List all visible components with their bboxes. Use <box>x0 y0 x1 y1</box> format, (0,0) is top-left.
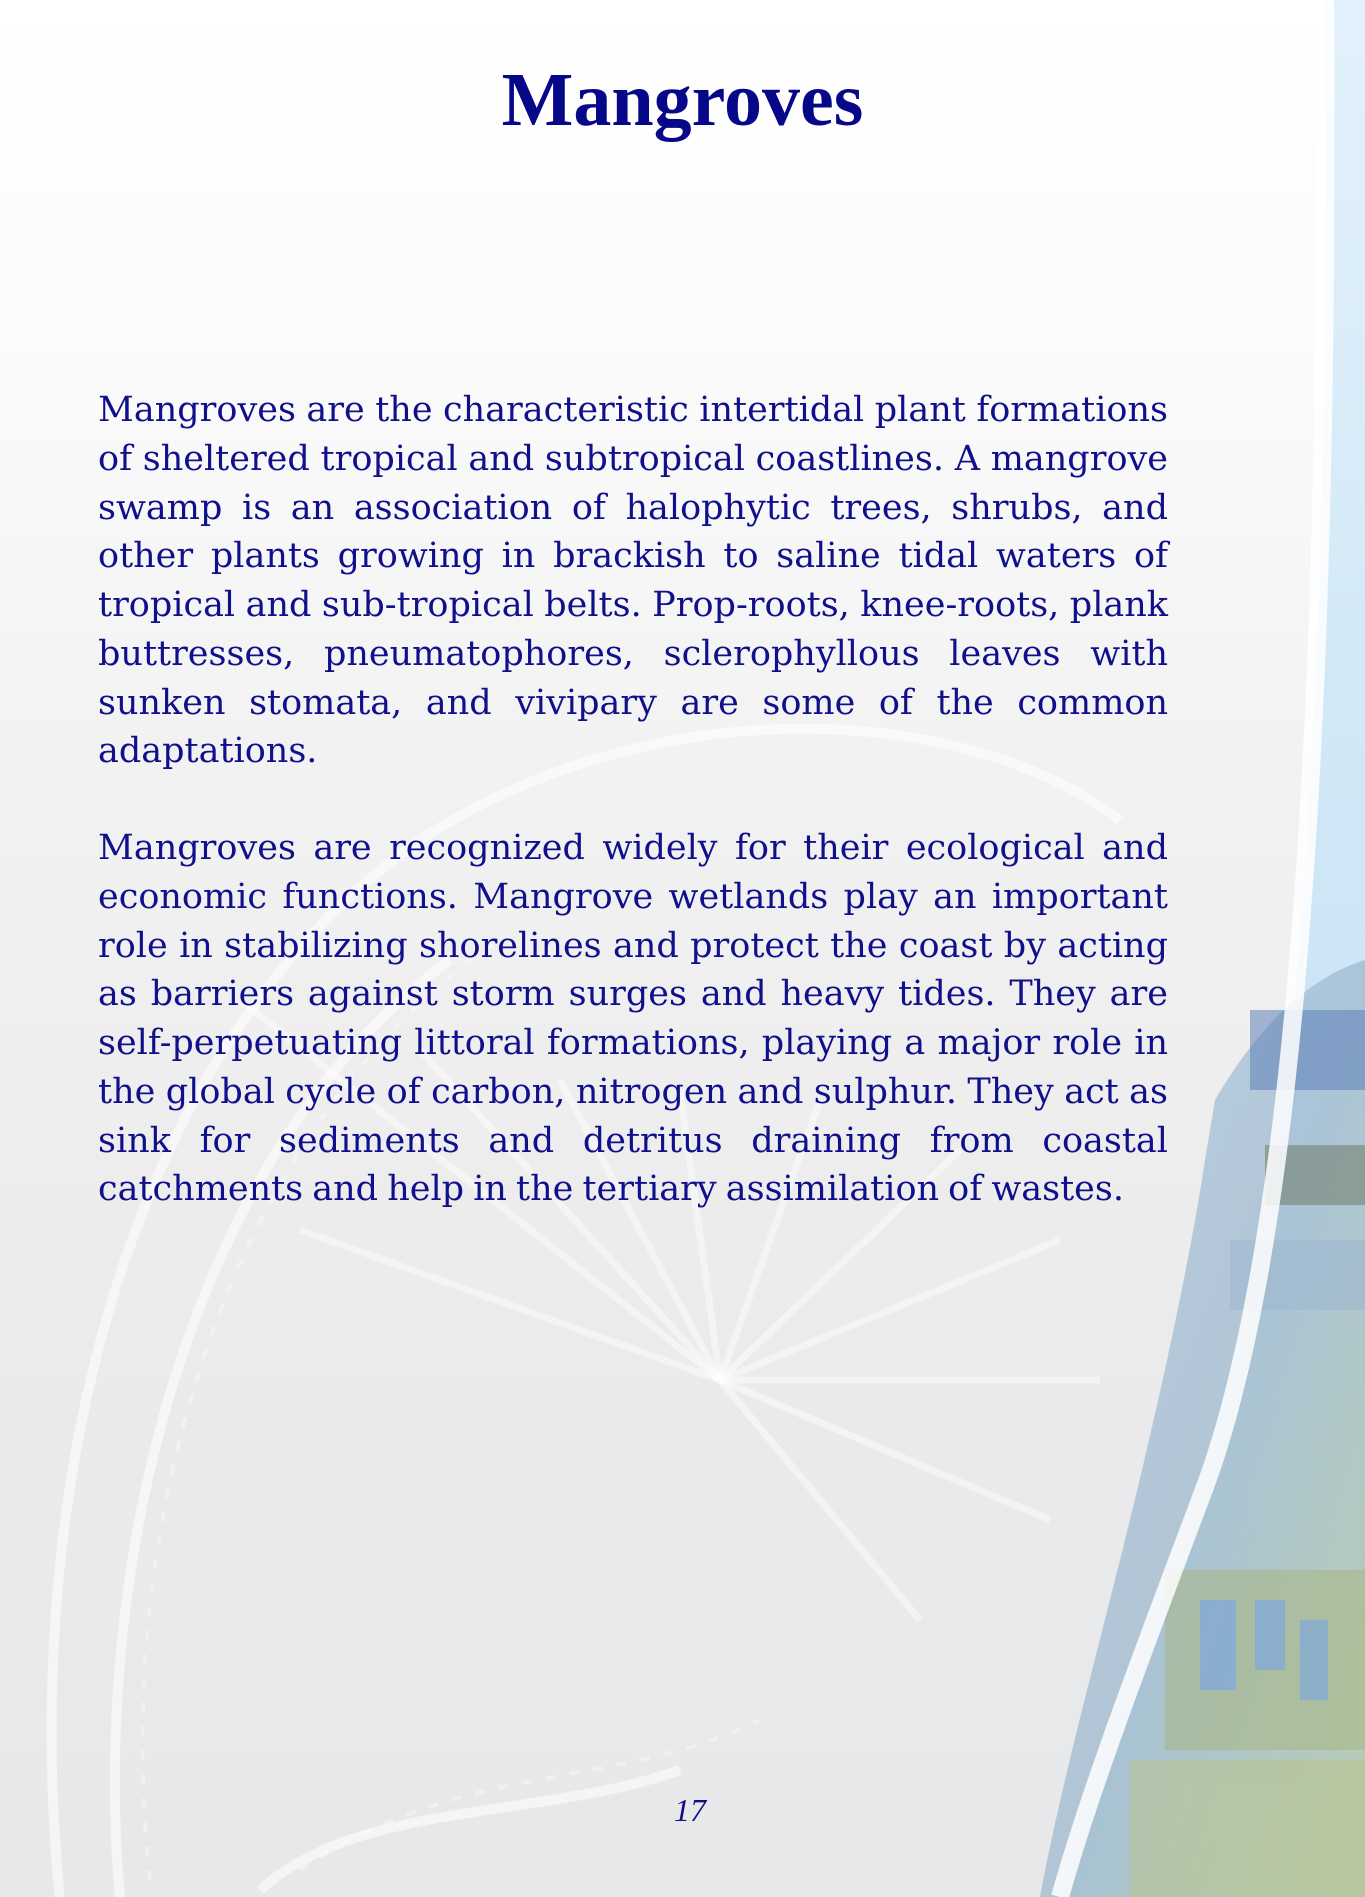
page-title: Mangroves <box>501 58 864 142</box>
paragraph-1: Mangroves are the characteristic intertidal plant formations of sheltered tropical and subtropical coastlines. A mangrove swamp is an association of halophytic trees, shrubs, and other plants growing in brackish to saline tidal waters of tropical and sub-tropical belts. Prop-roots, knee-roots, plank buttresses, pneumatophores, sclerophyllous leaves with sunken stomata, and vivipary are some of the common adaptations. <box>98 390 1168 772</box>
page-number: 17 <box>674 1792 706 1828</box>
paragraph-2: Mangroves are recognized widely for their ecological and economic functions. Mangrove wetlands play an important role in stabilizing shorelines and protect the coast by acting as barriers against storm surges and heavy tides. They are self-perpetuating littoral formations, playing a major role in the global cycle of carbon, nitrogen and sulphur. They act as sink for sediments and detritus draining from coastal catchments and help in the tertiary assimilation of wastes. <box>98 828 1168 1210</box>
body-text <box>98 386 1168 1262</box>
